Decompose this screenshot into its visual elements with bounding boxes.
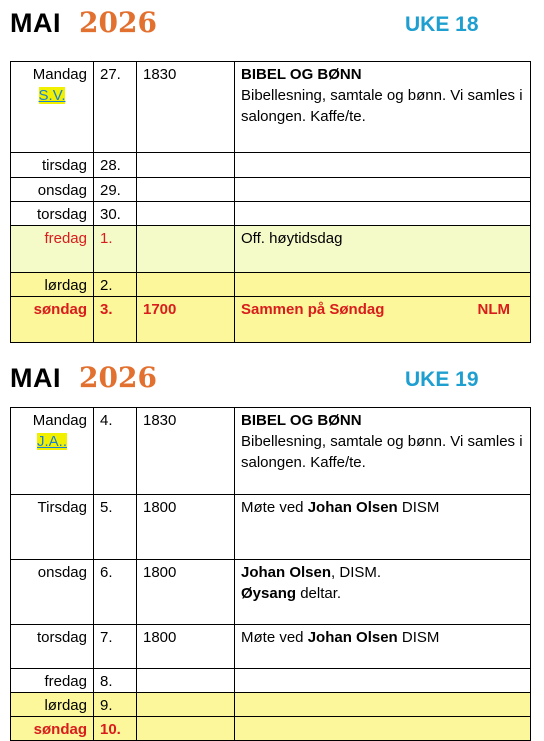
table-row xyxy=(11,693,531,717)
day-cell: torsdag xyxy=(11,625,94,669)
activity-cell xyxy=(235,202,531,226)
leader-initials[interactable]: S.V. xyxy=(38,87,66,104)
table-row xyxy=(11,560,531,625)
date-cell: 4. xyxy=(94,408,137,495)
table-row xyxy=(11,669,531,693)
activity-cell xyxy=(235,153,531,178)
speaker-name: Johan Olsen xyxy=(307,629,398,646)
activity-cell xyxy=(235,297,531,343)
day-cell: torsdag xyxy=(11,202,94,226)
activity-cell xyxy=(235,693,531,717)
date-cell: 10. xyxy=(94,717,137,741)
month-label: MAI xyxy=(10,363,61,393)
table-row xyxy=(11,62,531,153)
date-cell: 7. xyxy=(94,625,137,669)
activity-suffix: DISM xyxy=(397,499,440,516)
day-cell: fredag xyxy=(11,226,94,273)
table-row xyxy=(11,495,531,560)
time-cell xyxy=(137,226,235,273)
activity-title: BIBEL OG BØNN xyxy=(241,412,362,429)
time-cell xyxy=(137,273,235,297)
time-cell xyxy=(137,202,235,226)
table-row xyxy=(11,178,531,202)
date-cell: 30. xyxy=(94,202,137,226)
date-cell: 5. xyxy=(94,495,137,560)
organizer-label: NLM xyxy=(477,301,510,318)
date-cell: 1. xyxy=(94,226,137,273)
table-row xyxy=(11,625,531,669)
table-row xyxy=(11,273,531,297)
activity-title: BIBEL OG BØNN xyxy=(241,66,362,83)
activity-cell xyxy=(235,495,531,560)
day-label: Mandag xyxy=(32,66,87,83)
month-label: MAI xyxy=(10,8,61,38)
table-row xyxy=(11,202,531,226)
time-cell: 1800 xyxy=(137,495,235,560)
time-cell: 1700 xyxy=(137,297,235,343)
activity-text: Bibellesning, samtale og bønn. Vi samles i salongen. Kaffe/te. xyxy=(241,433,523,471)
week19-header xyxy=(0,355,544,395)
week-label: UKE 18 xyxy=(405,13,479,36)
time-cell: 1800 xyxy=(137,560,235,625)
day-cell xyxy=(11,408,94,495)
time-cell: 1800 xyxy=(137,625,235,669)
day-cell: Tirsdag xyxy=(11,495,94,560)
week19-schedule-table xyxy=(10,407,531,741)
activity-cell xyxy=(235,408,531,495)
day-cell: lørdag xyxy=(11,693,94,717)
day-cell: onsdag xyxy=(11,178,94,202)
day-cell: søndag xyxy=(11,297,94,343)
activity-cell: Off. høytidsdag xyxy=(235,226,531,273)
day-cell: søndag xyxy=(11,717,94,741)
day-cell xyxy=(11,62,94,153)
date-cell: 27. xyxy=(94,62,137,153)
activity-cell xyxy=(235,273,531,297)
day-cell: fredag xyxy=(11,669,94,693)
date-cell: 29. xyxy=(94,178,137,202)
activity-text: Sammen på Søndag xyxy=(241,301,385,318)
activity-prefix: Møte ved xyxy=(241,499,308,516)
leader-initials[interactable]: J.A.. xyxy=(36,433,67,450)
table-row xyxy=(11,226,531,273)
time-cell: 1830 xyxy=(137,62,235,153)
date-cell: 2. xyxy=(94,273,137,297)
day-cell: onsdag xyxy=(11,560,94,625)
speaker-name: Johan Olsen xyxy=(241,564,332,581)
day-cell: tirsdag xyxy=(11,153,94,178)
week18-header xyxy=(0,0,544,40)
year-label: 2026 xyxy=(79,6,157,39)
activity-cell xyxy=(235,560,531,625)
activity-text: Bibellesning, samtale og bønn. Vi samles i salongen. Kaffe/te. xyxy=(241,87,523,125)
activity-suffix: DISM xyxy=(397,629,440,646)
time-cell xyxy=(137,178,235,202)
speaker-name: Johan Olsen xyxy=(307,499,398,516)
date-cell: 28. xyxy=(94,153,137,178)
activity-cell xyxy=(235,178,531,202)
day-cell: lørdag xyxy=(11,273,94,297)
time-cell xyxy=(137,153,235,178)
table-row xyxy=(11,297,531,343)
activity-cell xyxy=(235,625,531,669)
activity-suffix-2: deltar. xyxy=(296,585,342,602)
time-cell xyxy=(137,669,235,693)
time-cell: 1830 xyxy=(137,408,235,495)
date-cell: 9. xyxy=(94,693,137,717)
activity-cell xyxy=(235,62,531,153)
year-label: 2026 xyxy=(79,361,157,394)
time-cell xyxy=(137,693,235,717)
table-row xyxy=(11,408,531,495)
table-row xyxy=(11,153,531,178)
activity-prefix: Møte ved xyxy=(241,629,308,646)
week18-schedule-table xyxy=(10,61,531,343)
week-label: UKE 19 xyxy=(405,368,479,391)
activity-suffix: , DISM. xyxy=(331,564,382,581)
date-cell: 6. xyxy=(94,560,137,625)
date-cell: 3. xyxy=(94,297,137,343)
activity-cell xyxy=(235,669,531,693)
choir-name: Øysang xyxy=(241,585,297,602)
day-label: Mandag xyxy=(32,412,87,429)
date-cell: 8. xyxy=(94,669,137,693)
